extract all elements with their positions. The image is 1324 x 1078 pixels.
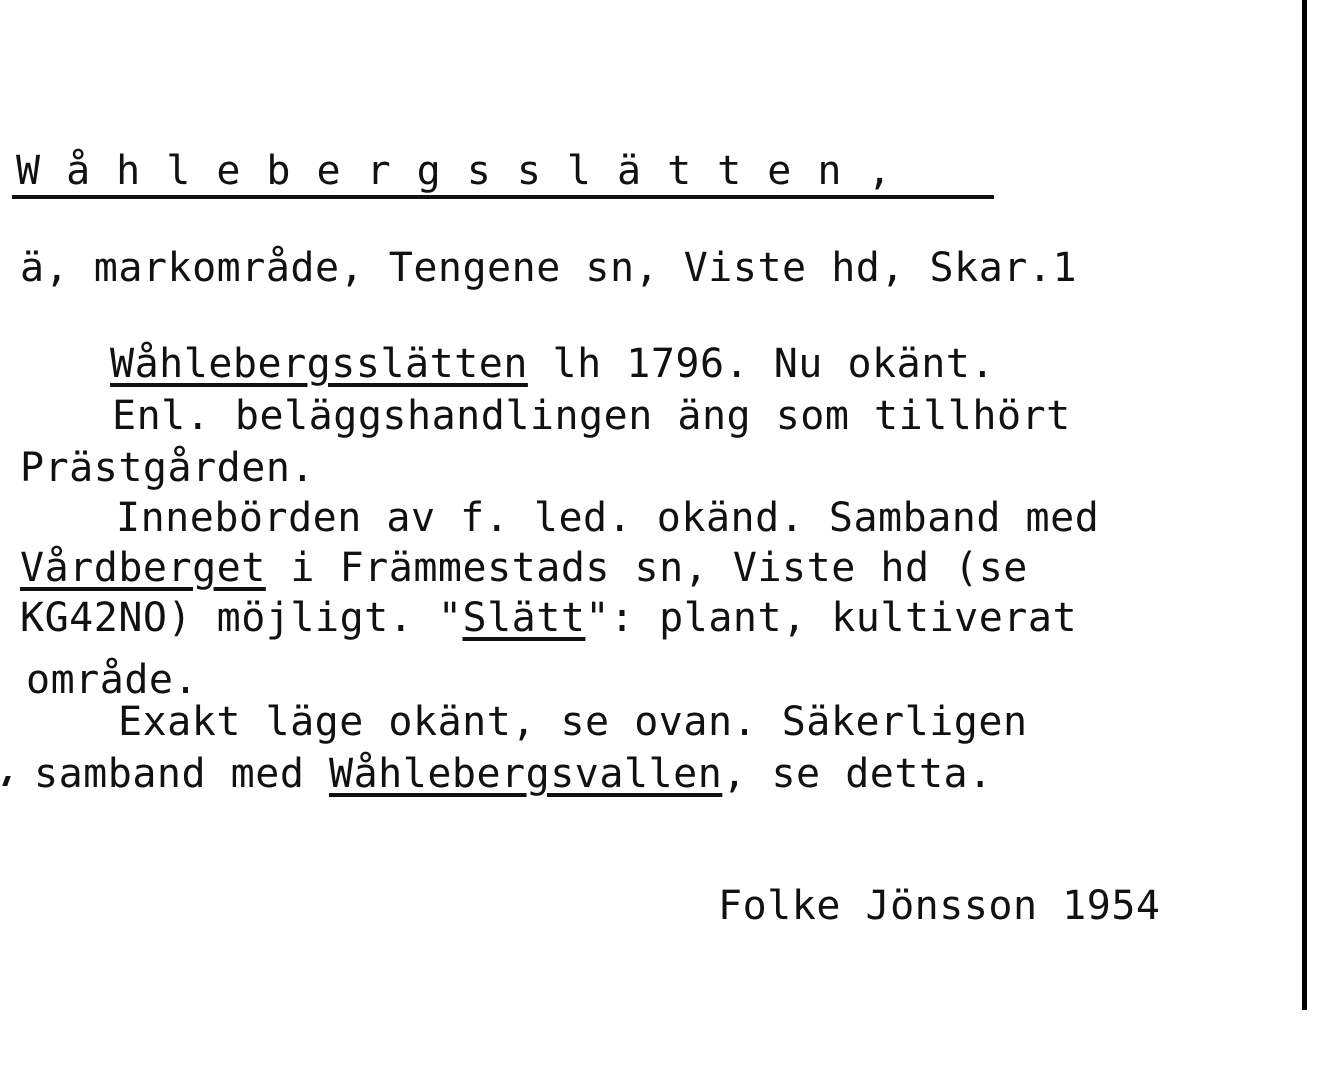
paragraph-2-line-2: Prästgården.: [20, 445, 315, 491]
headword-comma: ,: [867, 148, 918, 194]
paragraph-3-line-3-end: ": plant, kultiverat: [585, 595, 1078, 641]
paragraph-3-line-2-rest: i Främmestads sn, Viste hd (se: [265, 545, 1028, 591]
description-line: ä, markområde, Tengene sn, Viste hd, Skar.1: [20, 245, 1078, 291]
card-right-edge: [1302, 0, 1307, 1010]
paragraph-3-line-4: område.: [26, 657, 199, 703]
headword: [16, 148, 918, 194]
term-slatt: Slätt: [462, 595, 586, 641]
paragraph-1-line-1: [110, 340, 995, 388]
paragraph-3-line-2: [20, 544, 1028, 592]
paragraph-4-line-2: [34, 750, 993, 798]
stray-ink-mark: [2, 776, 11, 786]
paragraph-3-line-3-start: KG42NO) möjligt. ": [20, 595, 463, 641]
signature: Folke Jönsson 1954: [718, 883, 1161, 929]
paragraph-4-line-2-end: , se detta.: [722, 751, 993, 797]
paragraph-4-line-2-start: samband med: [34, 751, 329, 797]
term-wahlebergsvallen: Wåhlebergsvallen: [328, 751, 723, 797]
paragraph-2-line-1: Enl. beläggshandlingen äng som tillhört: [112, 393, 1071, 439]
paragraph-3-line-1: Innebörden av f. led. okänd. Samband med: [116, 495, 1100, 541]
headword-text: Wåhlebergsslätten: [16, 148, 868, 194]
paragraph-3-line-3: [20, 594, 1077, 642]
term-wahlebergsslatten: Wåhlebergsslätten: [110, 341, 528, 387]
term-vardberget: Vårdberget: [20, 545, 266, 591]
paragraph-4-line-1: Exakt läge okänt, se ovan. Säkerligen: [118, 699, 1028, 745]
paragraph-1-rest: lh 1796. Nu okänt.: [527, 341, 995, 387]
headword-underline: [12, 195, 994, 199]
